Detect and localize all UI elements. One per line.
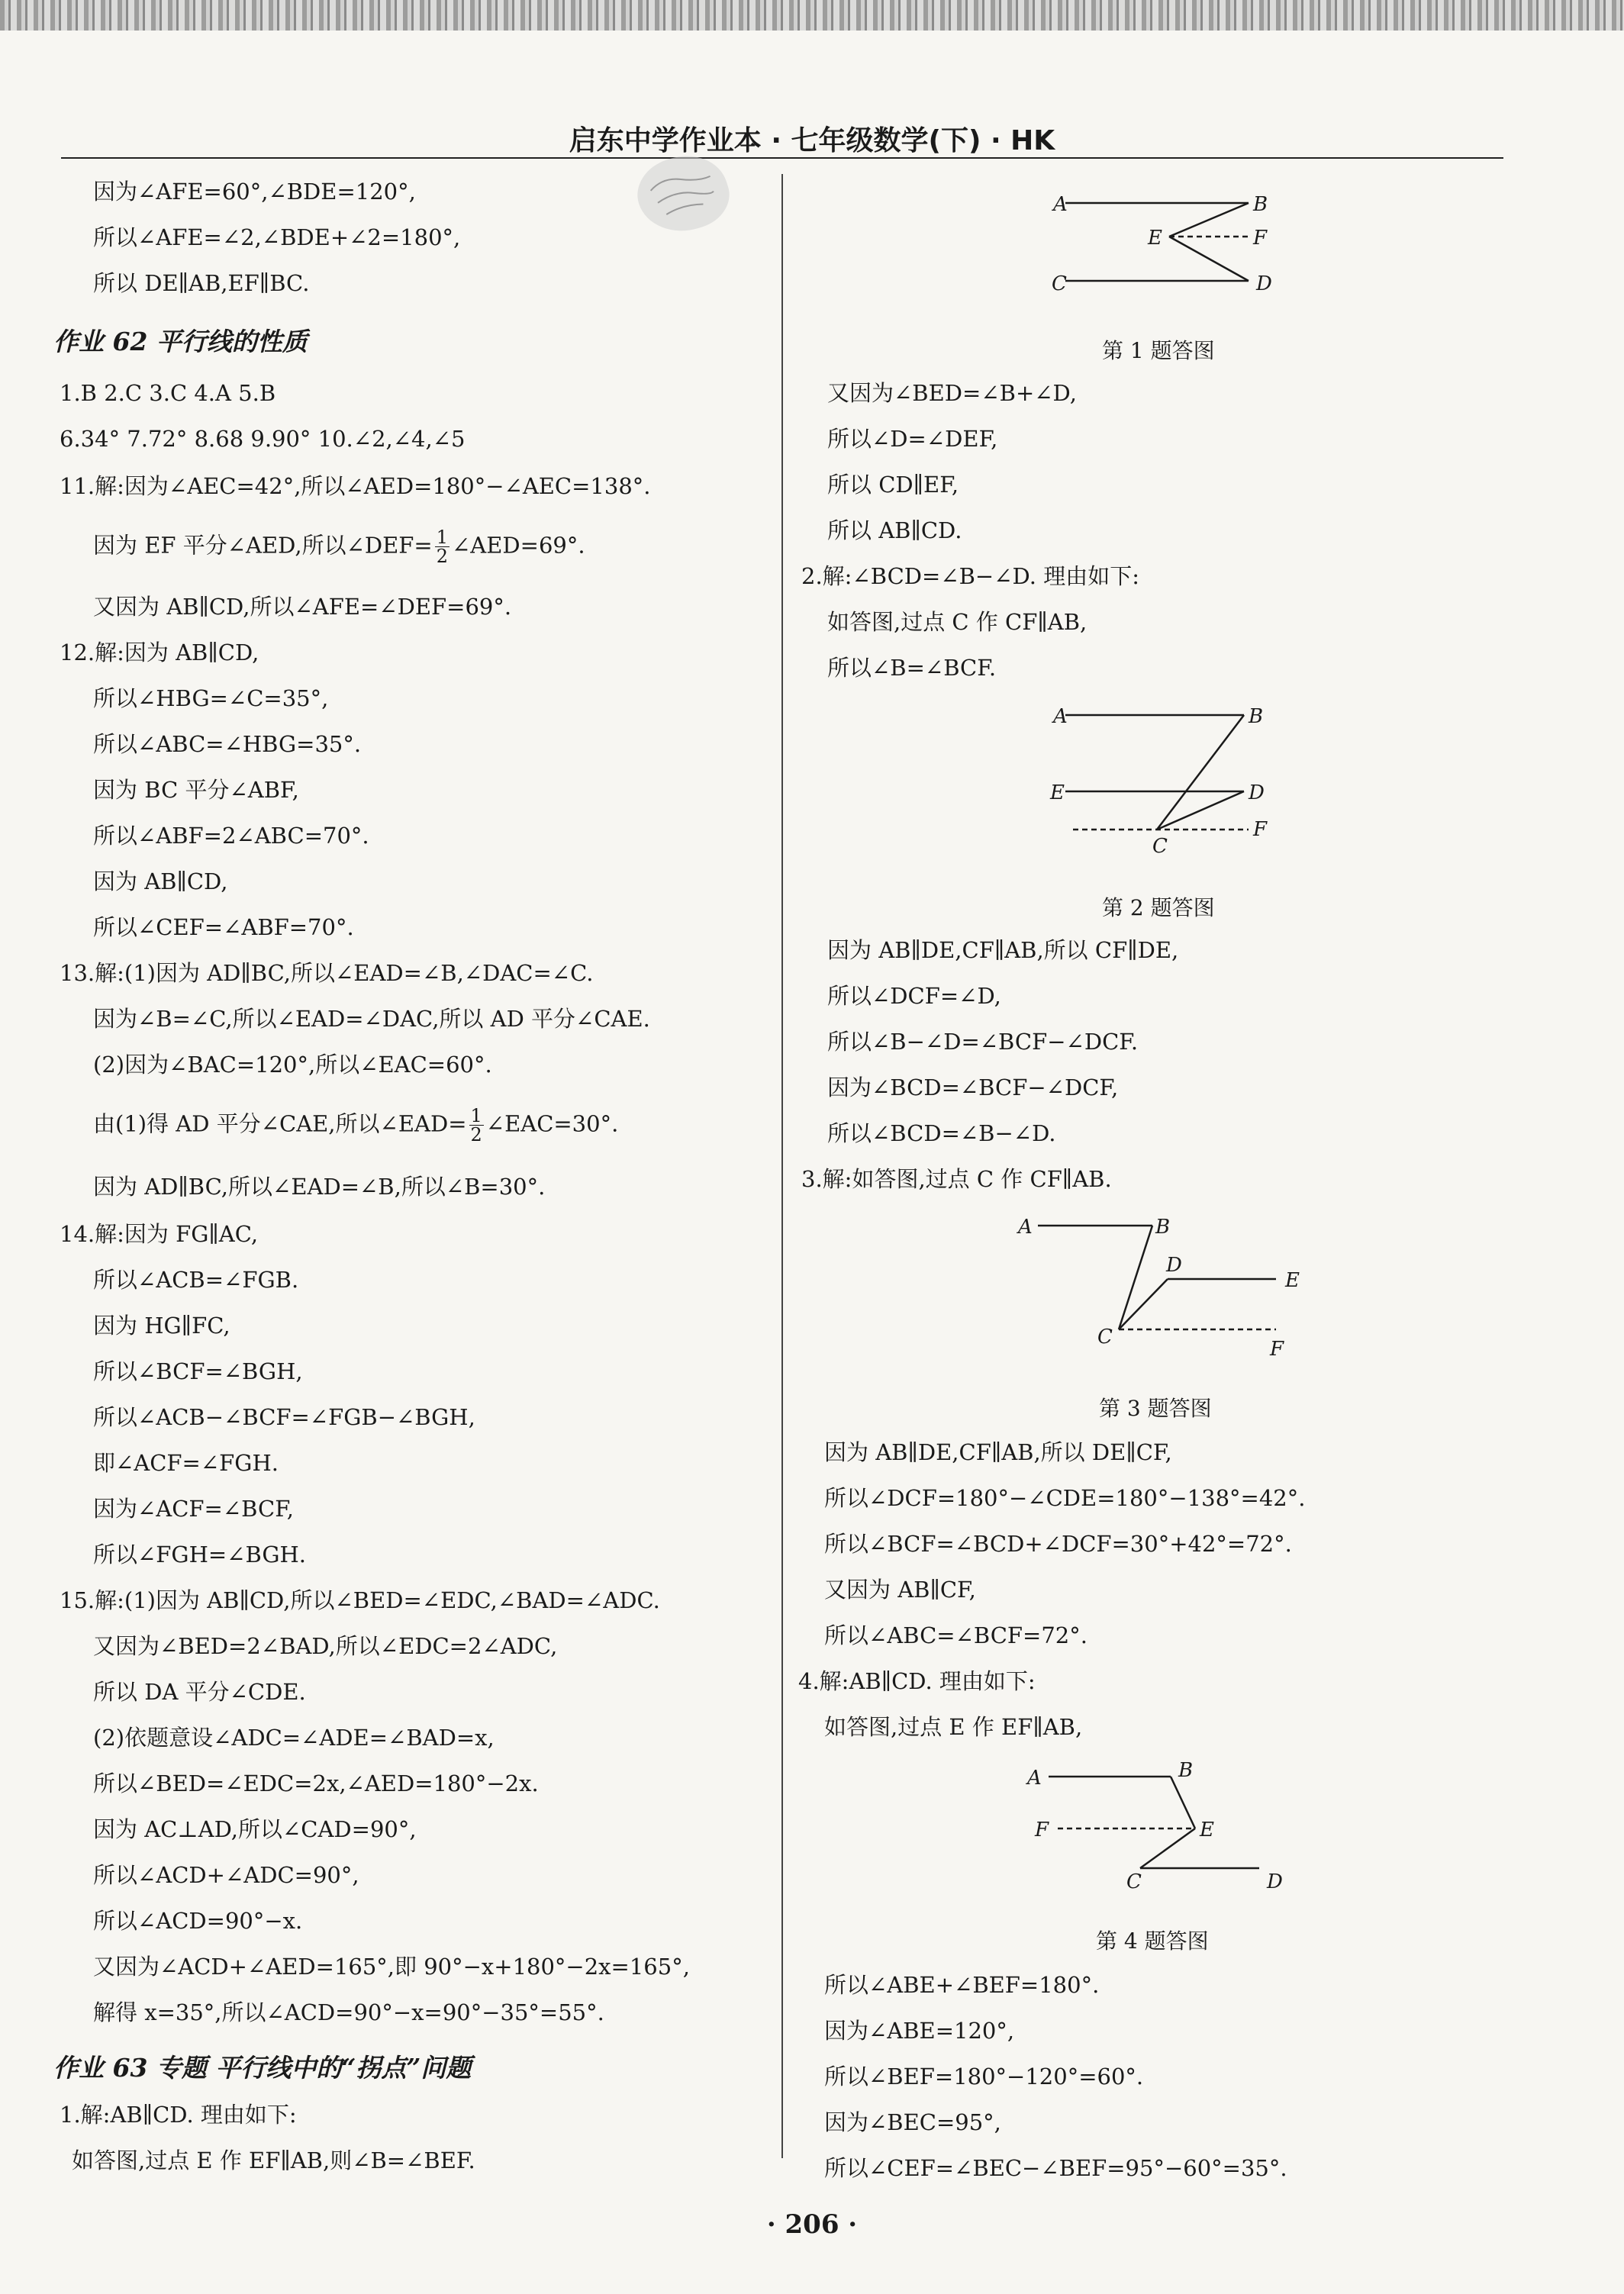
q12-line-7: 所以∠CEF=∠ABF=70°. [93,914,354,940]
label-f: F [1270,1338,1284,1361]
q14-line-7: 因为∠ACF=∠BCF, [93,1496,295,1522]
after-fig2-line-1: 因为 AB∥DE,CF∥AB,所以 CF∥DE, [827,937,1179,963]
q12-line-3: 所以∠ABC=∠HBG=35°. [93,731,362,757]
q15-line-8: 所以∠ACD=90°−x. [93,1908,303,1934]
q12-line-6: 因为 AB∥CD, [93,868,228,894]
section-63-title: 作业 63 专题 平行线中的“拐点”问题 [53,2053,472,2083]
line-ed [1169,237,1249,281]
after-fig1-line-4: 所以 AB∥CD. [827,517,962,543]
figure-4 [1015,1754,1305,1899]
q14-line-5: 所以∠ACB−∠BCF=∠FGB−∠BGH, [93,1404,475,1430]
scanned-top-edge [0,0,1624,31]
q4-line-1: 4.解:AB∥CD. 理由如下: [798,1668,1036,1694]
q14-line-2: 所以∠ACB=∠FGB. [93,1267,299,1293]
label-d: D [1249,781,1265,804]
figure-2 [1038,698,1297,862]
q14-line-4: 所以∠BCF=∠BGH, [93,1358,303,1384]
after-fig4-line-2: 因为∠ABE=120°, [824,2018,1015,2044]
label-c: C [1097,1326,1113,1348]
q13-line-1: 13.解:(1)因为 AD∥BC,所以∠EAD=∠B,∠DAC=∠C. [60,960,594,986]
after-fig2-line-3: 所以∠B−∠D=∠BCF−∠DCF. [827,1029,1139,1055]
line-ec [1140,1828,1195,1868]
q11-line-1: 11.解:因为∠AEC=42°,所以∠AED=180°−∠AEC=138°. [60,473,651,499]
column-divider [781,174,783,2158]
after-fig1-line-3: 所以 CD∥EF, [827,472,959,498]
q2-line-2: 如答图,过点 C 作 CF∥AB, [827,609,1088,635]
page-number: · 206 · [766,2209,858,2240]
q63-1-line-1: 1.解:AB∥CD. 理由如下: [60,2102,297,2128]
label-a: A [1018,1216,1033,1239]
after-fig4-line-4: 因为∠BEC=95°, [824,2109,1001,2135]
label-e: E [1050,781,1065,804]
intro-line-2: 所以∠AFE=∠2,∠BDE+∠2=180°, [93,224,461,250]
after-fig3-line-4: 又因为 AB∥CF, [824,1577,976,1603]
ink-stamp-icon [629,144,738,243]
after-fig4-line-5: 所以∠CEF=∠BEC−∠BEF=95°−60°=35°. [824,2155,1287,2181]
q63-1-line-2: 如答图,过点 E 作 EF∥AB,则∠B=∠BEF. [72,2147,475,2173]
label-a: A [1053,193,1068,216]
line-bc [1119,1226,1152,1329]
q15-line-6: 因为 AC⊥AD,所以∠CAD=90°, [93,1816,417,1842]
after-fig3-line-1: 因为 AB∥DE,CF∥AB,所以 DE∥CF, [824,1439,1172,1465]
intro-line-3: 所以 DE∥AB,EF∥BC. [93,270,310,296]
q15-line-2: 又因为∠BED=2∠BAD,所以∠EDC=2∠ADC, [93,1633,558,1659]
figure-1-caption: 第 1 题答图 [1102,338,1215,363]
label-d: D [1166,1254,1182,1277]
label-e: E [1148,227,1162,250]
label-c: C [1152,835,1168,858]
fraction: $\frac{1}{2}$ [436,527,448,567]
q15-line-5: 所以∠BED=∠EDC=2x,∠AED=180°−2x. [93,1770,539,1796]
figure-2-caption: 第 2 题答图 [1102,895,1215,920]
q2-line-1: 2.解:∠BCD=∠B−∠D. 理由如下: [801,563,1139,589]
fraction: $\frac{1}{2}$ [470,1105,482,1145]
q12-line-2: 所以∠HBG=∠C=35°, [93,685,329,711]
answers-row-2: 6.34° 7.72° 8.68 9.90° 10.∠2,∠4,∠5 [60,426,466,452]
label-e: E [1200,1819,1214,1841]
after-fig3-line-2: 所以∠DCF=180°−∠CDE=180°−138°=42°. [824,1485,1306,1511]
header-rule [61,157,1503,159]
line-bc [1157,715,1244,830]
q14-line-6: 即∠ACF=∠FGH. [93,1450,279,1476]
after-fig1-line-1: 又因为∠BED=∠B+∠D, [827,380,1077,406]
line-be [1169,203,1249,237]
q15-line-10: 解得 x=35°,所以∠ACD=90°−x=90°−35°=55°. [93,1999,604,2025]
label-b: B [1249,705,1264,728]
label-d: D [1267,1870,1283,1893]
figure-3 [1007,1207,1313,1368]
q13-line-5: 因为 AD∥BC,所以∠EAD=∠B,所以∠B=30°. [93,1174,546,1200]
q13-line-4: 由(1)得 AD 平分∠CAE,所以∠EAD= $\frac{1}{2}$ ∠EAC=30°. [93,1105,619,1145]
q14-line-3: 因为 HG∥FC, [93,1313,230,1339]
q4-line-2: 如答图,过点 E 作 EF∥AB, [824,1714,1083,1740]
line-be [1171,1777,1195,1828]
label-c: C [1052,272,1067,295]
after-fig2-line-4: 因为∠BCD=∠BCF−∠DCF, [827,1075,1119,1100]
line-dc [1157,791,1244,830]
q14-line-1: 14.解:因为 FG∥AC, [60,1221,259,1247]
q11-line-2: 因为 EF 平分∠AED,所以∠DEF= $\frac{1}{2}$ ∠AED=69°. [93,527,585,567]
q13-line-2: 因为∠B=∠C,所以∠EAD=∠DAC,所以 AD 平分∠CAE. [93,1006,650,1032]
label-b: B [1253,193,1268,216]
label-c: C [1126,1870,1142,1893]
label-f: F [1253,818,1268,841]
label-d: D [1256,272,1272,295]
q15-line-3: 所以 DA 平分∠CDE. [93,1679,306,1705]
q12-line-1: 12.解:因为 AB∥CD, [60,640,259,665]
q15-line-4: (2)依题意设∠ADC=∠ADE=∠BAD=x, [93,1725,495,1751]
after-fig2-line-2: 所以∠DCF=∠D, [827,983,1001,1009]
q15-line-1: 15.解:(1)因为 AB∥CD,所以∠BED=∠EDC,∠BAD=∠ADC. [60,1587,660,1613]
figure-3-caption: 第 3 题答图 [1099,1396,1212,1421]
q11-line-3: 又因为 AB∥CD,所以∠AFE=∠DEF=69°. [93,594,512,620]
after-fig4-line-1: 所以∠ABE+∠BEF=180°. [824,1972,1100,1998]
label-f: F [1035,1819,1049,1841]
q12-line-5: 所以∠ABF=2∠ABC=70°. [93,823,369,849]
label-a: A [1053,705,1068,728]
section-62-title: 作业 62 平行线的性质 [53,327,308,356]
after-fig3-line-5: 所以∠ABC=∠BCF=72°. [824,1622,1088,1648]
q3-line-1: 3.解:如答图,过点 C 作 CF∥AB. [801,1166,1112,1192]
after-fig1-line-2: 所以∠D=∠DEF, [827,426,998,452]
answers-row-1: 1.B 2.C 3.C 4.A 5.B [60,380,276,406]
after-fig3-line-3: 所以∠BCF=∠BCD+∠DCF=30°+42°=72°. [824,1531,1292,1557]
after-fig4-line-3: 所以∠BEF=180°−120°=60°. [824,2064,1144,2089]
q2-line-3: 所以∠B=∠BCF. [827,655,997,681]
label-f: F [1253,227,1268,250]
figure-1 [1038,183,1297,305]
after-fig2-line-5: 所以∠BCD=∠B−∠D. [827,1120,1056,1146]
q15-line-9: 又因为∠ACD+∠AED=165°,即 90°−x+180°−2x=165°, [93,1954,690,1980]
q14-line-8: 所以∠FGH=∠BGH. [93,1542,306,1567]
label-b: B [1155,1216,1171,1239]
label-e: E [1285,1269,1300,1292]
q13-line-3: (2)因为∠BAC=120°,所以∠EAC=60°. [93,1052,492,1078]
page-header: 启东中学作业本 · 七年级数学(下) · HK [569,125,1055,156]
figure-4-caption: 第 4 题答图 [1096,1928,1209,1954]
intro-line-1: 因为∠AFE=60°,∠BDE=120°, [93,179,416,205]
label-b: B [1178,1759,1194,1782]
q15-line-7: 所以∠ACD+∠ADC=90°, [93,1862,359,1888]
label-a: A [1027,1767,1042,1790]
q12-line-4: 因为 BC 平分∠ABF, [93,777,299,803]
